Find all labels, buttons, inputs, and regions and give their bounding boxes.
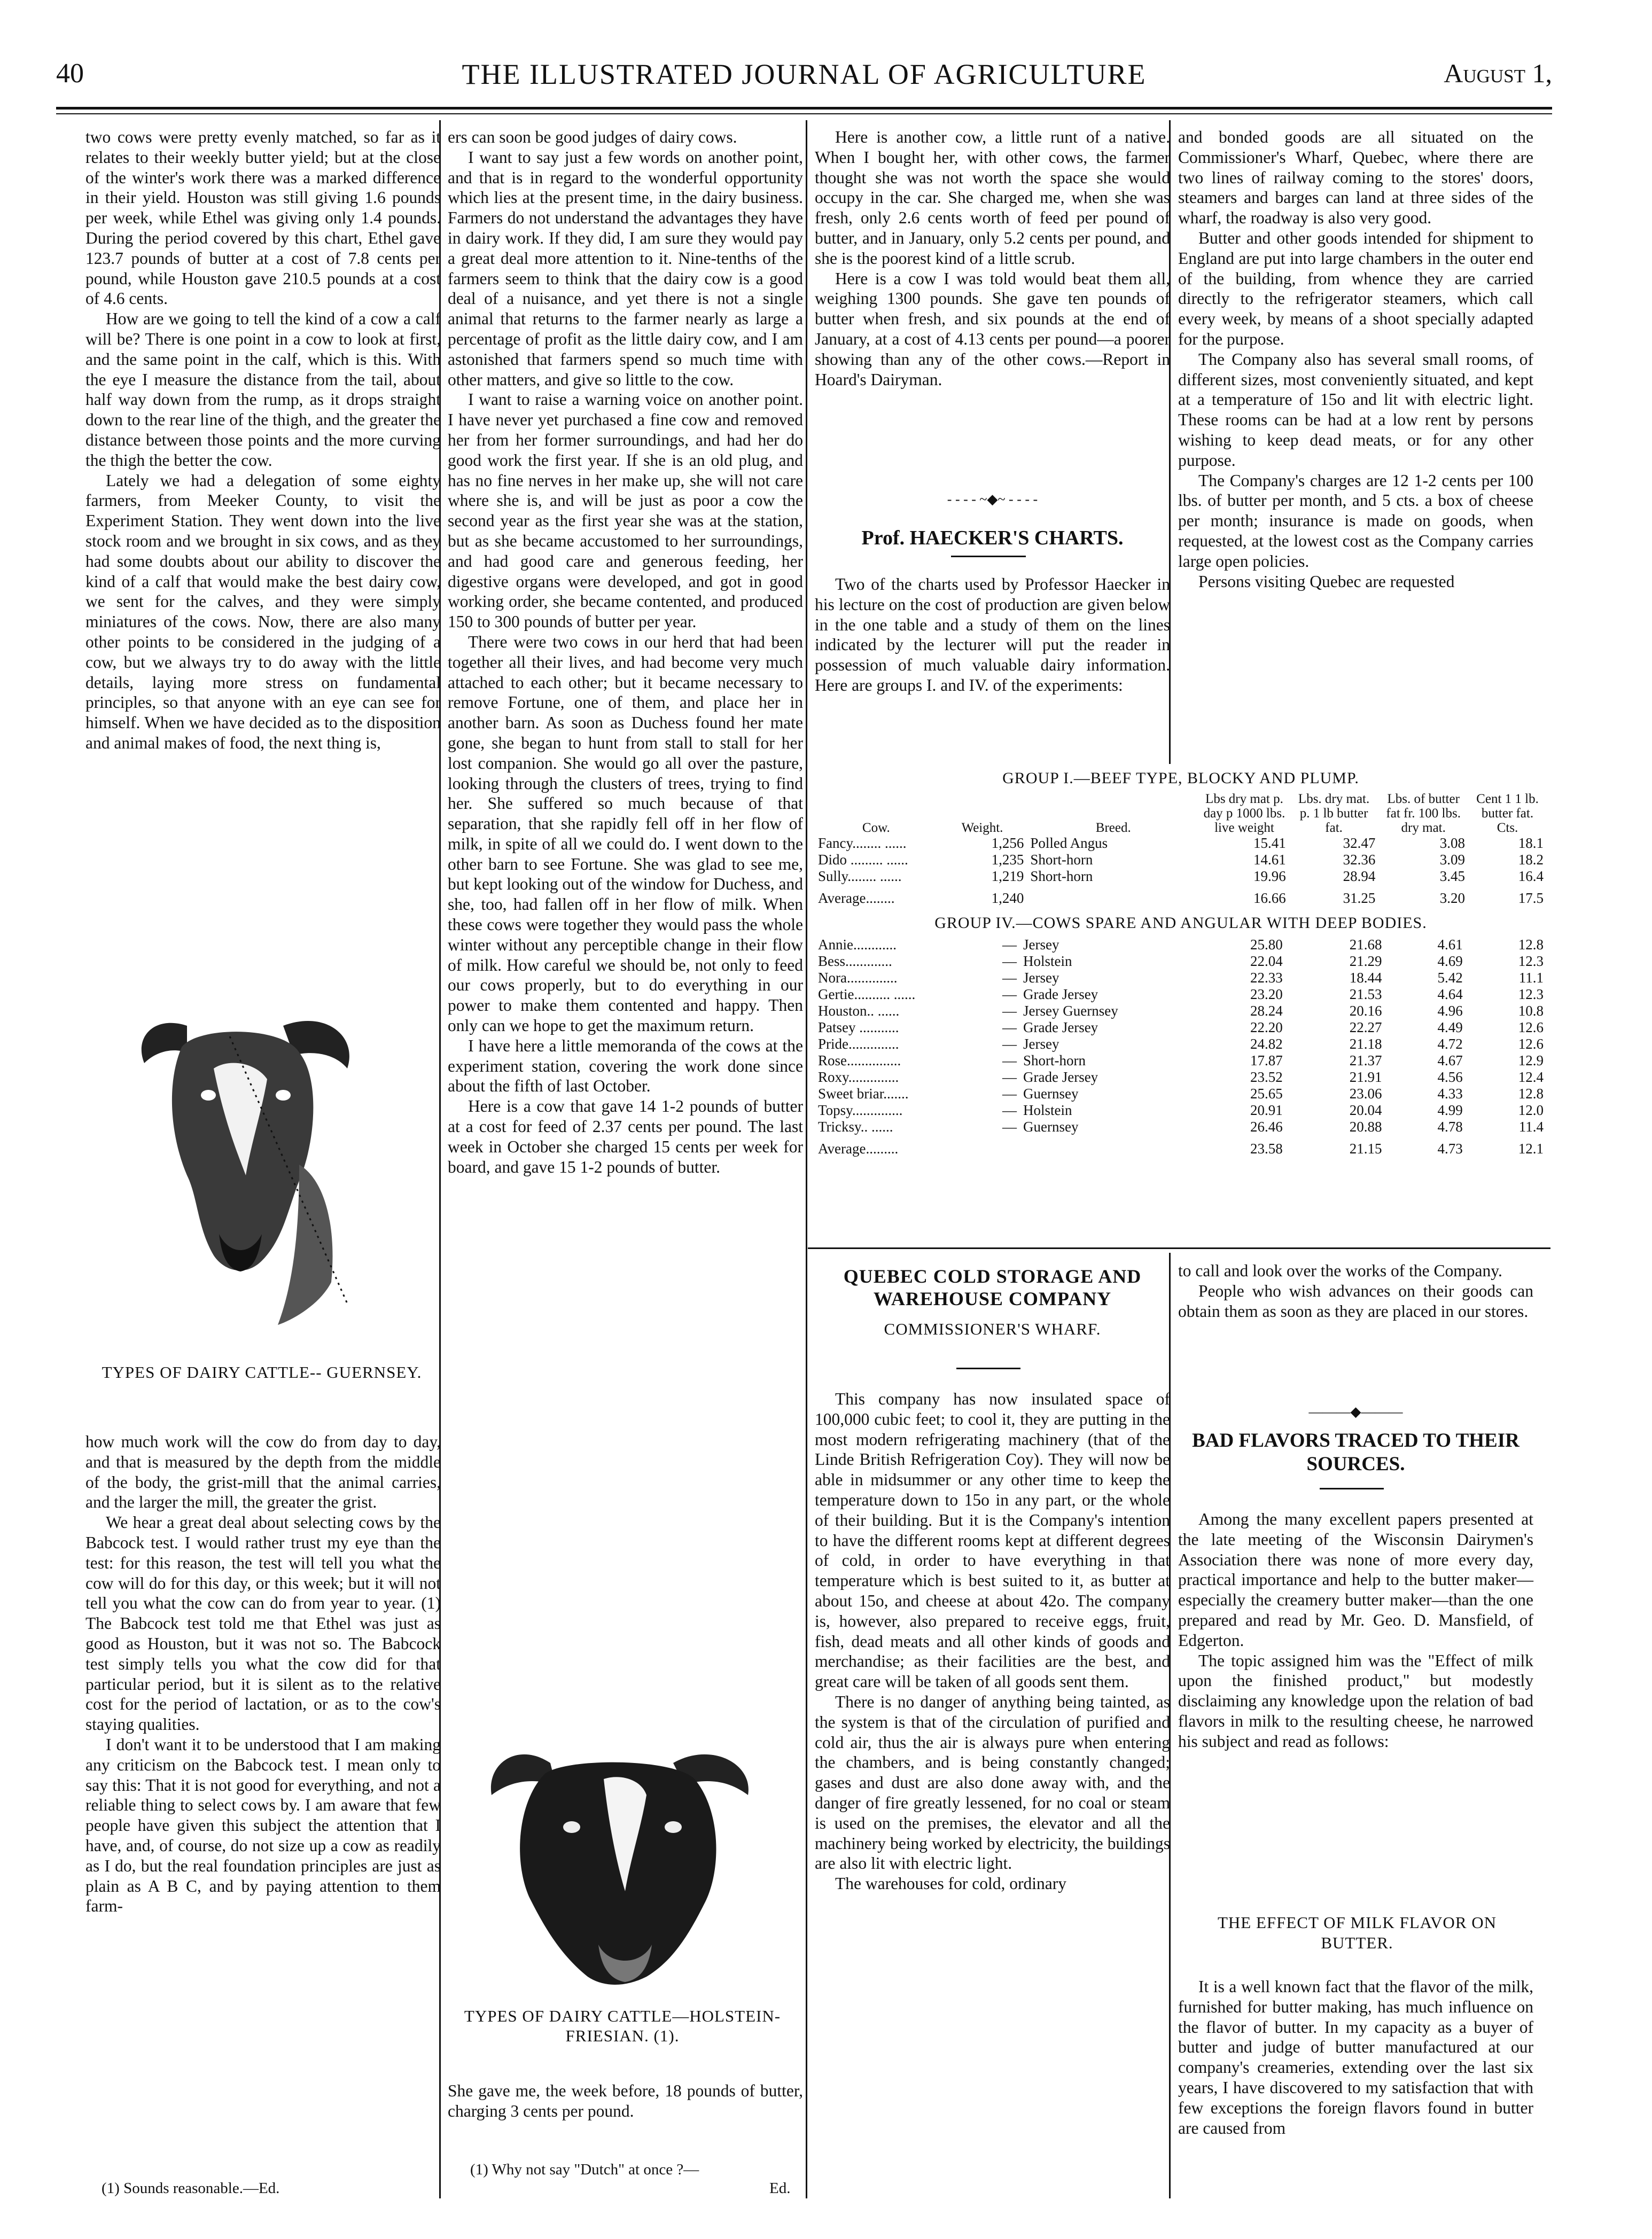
table-cell: 3.45 xyxy=(1439,868,1466,884)
paragraph: two cows were pretty evenly matched, so far as it relates to their weekly butter yield; but at the close of the winter's work there was a marked difference in their yield. Houston was still giving 1.6 pounds per week, while Ethel was giving only 1.4 pounds. During the period covered by this chart, Ethel gave 123.7 pounds of butter at a cost of 7.8 cents per pound, while Houston gave 210.5 pounds at a cost of 4.6 cents. xyxy=(85,128,441,308)
table-header: Cent 1 1 lb. butter fat. Cts. xyxy=(1476,792,1539,835)
table-row xyxy=(815,868,1547,885)
table-cell: — xyxy=(1002,1036,1017,1052)
table-cell: Tricksy.. ...... xyxy=(818,1119,893,1135)
paragraph: Here is a cow that gave 14 1-2 pounds of butter at a cost for feed of 2.37 cents per pound. The last week in October she charged 15 cents per week for board, and gave 15 1-2 pounds of butter. xyxy=(448,1097,803,1176)
table-cell: 18.44 xyxy=(1349,970,1382,986)
table-cell: 12.1 xyxy=(1518,1141,1544,1157)
page-header xyxy=(56,58,1552,100)
quebec-heading: QUEBEC COLD STORAGE AND WAREHOUSE COMPANY xyxy=(843,1266,1142,1309)
table-cell: Polled Angus xyxy=(1030,835,1108,851)
table-cell: 4.61 xyxy=(1437,937,1463,953)
page-number: 40 xyxy=(56,58,84,89)
table-cell: 12.8 xyxy=(1518,1086,1544,1102)
issue-date: August 1, xyxy=(1444,58,1552,88)
table-header: Lbs. of butter fat fr. 100 lbs. dry mat. xyxy=(1386,792,1461,835)
average-row xyxy=(815,1135,1547,1157)
table-row xyxy=(815,970,1547,986)
table-row xyxy=(815,953,1547,970)
table-cell: 3.20 xyxy=(1439,890,1466,906)
group-1-table xyxy=(815,792,1547,907)
table-cell: 22.20 xyxy=(1250,1019,1283,1035)
table-cell: 23.52 xyxy=(1250,1069,1283,1085)
table-cell: 16.4 xyxy=(1518,868,1544,884)
table-row xyxy=(815,835,1547,852)
ornament-divider: ———◆——— xyxy=(1308,1404,1403,1419)
table-cell: — xyxy=(1002,1102,1017,1118)
table-cell: 10.8 xyxy=(1518,1003,1544,1019)
table-cell: 21.91 xyxy=(1349,1069,1382,1085)
table-cell: 12.8 xyxy=(1518,937,1544,953)
table-row xyxy=(815,852,1547,868)
table-cell: — xyxy=(1002,1069,1017,1085)
table-row xyxy=(815,1052,1547,1069)
table-row xyxy=(815,1019,1547,1036)
paragraph: The warehouses for cold, ordinary xyxy=(835,1874,1066,1893)
table-cell: 14.61 xyxy=(1253,852,1286,868)
table-cell: 23.06 xyxy=(1349,1086,1382,1102)
table-cell: — xyxy=(1002,953,1017,969)
column-4-final xyxy=(1178,1977,1533,2138)
table-cell: 28.94 xyxy=(1343,868,1376,884)
table-cell: 11.4 xyxy=(1518,1119,1544,1135)
footnote-signature: Ed. xyxy=(769,2180,791,2197)
paragraph: I don't want it to be understood that I am making any criticism on the Babcock test. I mean only to say this: That it is not good for everything, and not a reliable thing to select cows by. I am aware that few people have given this subject the attention that I have, and, of course, do not size up a cow as readily as I do, but the real foundation principles are just as plain as A B C, and by paying attention to them farm- xyxy=(85,1735,441,1916)
paragraph: and bonded goods are all situated on the Commissioner's Wharf, Quebec, where there are two lines of railway coming to the stores' doors, steamers and barges can land at three sides of the wharf, the roadway is also very good. xyxy=(1178,128,1533,228)
quebec-subheading: COMMISSIONER'S WHARF. xyxy=(884,1320,1101,1338)
table-cell: 4.73 xyxy=(1437,1141,1463,1157)
table-cell xyxy=(1020,1135,1187,1157)
header-rule-thin xyxy=(56,113,1552,114)
paragraph: I want to raise a warning voice on another point. I have never yet purchased a fine cow and removed her from her former surroundings, and had her do good work the first year. If she is an old plug, and has no fine nerves in her make up, she will not care where she is, and will be just as poor a cow the second year as the first year she was at the station, but as she became accustomed to her surroundings, and had good care and generous feeding, her digestive organs were developed, and got in good working order, she became contented, and produced 150 to 300 pounds of butter per year. xyxy=(448,390,803,631)
table-cell: Guernsey xyxy=(1023,1119,1079,1135)
paragraph: The topic assigned him was the "Effect of milk upon the finished product," but modestly disclaiming any knowledge upon the relation of bad flavors in milk to the resulting cheese, he narrowed his subject and read as follows: xyxy=(1178,1651,1533,1751)
table-cell: Jersey xyxy=(1023,970,1059,986)
group-4-table xyxy=(815,937,1547,1157)
table-header: Cow. xyxy=(862,821,890,835)
table-row xyxy=(815,1119,1547,1135)
guernsey-cow-illustration xyxy=(123,1004,369,1336)
group-1-caption: GROUP I.—BEEF TYPE, BLOCKY AND PLUMP. xyxy=(1002,769,1359,787)
table-cell: 12.0 xyxy=(1518,1102,1544,1118)
table-cell: 18.2 xyxy=(1518,852,1544,868)
table-cell: — xyxy=(1002,1119,1017,1135)
table-cell: 17.5 xyxy=(1518,890,1544,906)
table-cell: Nora.............. xyxy=(818,970,898,986)
table-row xyxy=(815,1036,1547,1052)
table-cell: 25.65 xyxy=(1250,1086,1283,1102)
table-header: Weight. xyxy=(961,821,1003,835)
table-cell: 21.68 xyxy=(1349,937,1382,953)
table-cell: 23.58 xyxy=(1250,1141,1283,1157)
table-cell: 19.96 xyxy=(1253,868,1286,884)
table-cell: — xyxy=(1002,1019,1017,1035)
table-cell: 4.56 xyxy=(1437,1069,1463,1085)
guernsey-caption: TYPES OF DAIRY CATTLE-- GUERNSEY. xyxy=(102,1363,422,1382)
table-cell: Short-horn xyxy=(1023,1052,1086,1068)
table-cell: Jersey xyxy=(1023,937,1059,953)
paragraph: We hear a great deal about selecting cows by the Babcock test. I would rather trust my eye than the test: for this reason, the test will tell you what the cow will do for this day, or this week; but it will not tell you what the cow can do from year to year. (1) The Babcock test told me that Ethel was just as good as Houston, but it was not so. The Babcock test simply tells you what the cow did for that particular period, but it is silent as to the relative cost for the period of lactation, or as to the cow's staying qualities. xyxy=(85,1513,441,1734)
table-cell: 21.15 xyxy=(1349,1141,1382,1157)
table-header-row xyxy=(815,792,1547,835)
journal-title: THE ILLUSTRATED JOURNAL OF AGRICULTURE xyxy=(462,58,1147,90)
table-cell: Dido ......... ...... xyxy=(818,852,908,868)
table-cell: Grade Jersey xyxy=(1023,1019,1098,1035)
paragraph: How are we going to tell the kind of a cow a calf will be? There is one point in a cow to look at first, and the same point in the calf, which is this. With the eye I measure the distance from the tail, about half way down from the rump, as it drops straight down to the rear line of the thigh, and the greater the distance between those points and the more curving the thigh the better the cow. xyxy=(85,309,441,470)
table-cell: Topsy.............. xyxy=(818,1102,903,1118)
table-cell: 16.66 xyxy=(1253,890,1286,906)
table-cell: 3.09 xyxy=(1439,852,1466,868)
table-cell: 17.87 xyxy=(1250,1052,1283,1068)
table-cell: 4.96 xyxy=(1437,1003,1463,1019)
table-cell: 32.47 xyxy=(1343,835,1376,851)
table-cell: 1,256 xyxy=(991,835,1024,851)
table-cell: Rose............... xyxy=(818,1052,901,1068)
table-cell: 3.08 xyxy=(1439,835,1466,851)
paragraph: People who wish advances on their goods can obtain them as soon as they are placed in our stores. xyxy=(1178,1281,1533,1321)
average-row xyxy=(815,885,1547,907)
paragraph: how much work will the cow do from day to day, and that is measured by the depth from the middle of the body, the grist-mill that the animal carries, and the larger the mill, the greater the grist. xyxy=(85,1432,441,1512)
table-cell: Roxy.............. xyxy=(818,1069,899,1085)
table-cell: 1,219 xyxy=(991,868,1024,884)
column-divider xyxy=(806,120,807,2198)
table-header: Breed. xyxy=(1095,821,1131,835)
table-cell: 22.04 xyxy=(1250,953,1283,969)
paragraph: There were two cows in our herd that had been together all their lives, and had become very much attached to each other; but it became necessary to remove Fortune, one of them, and place her in another barn. As soon as Duchess found her mate gone, she began to hunt from stall to stall for her lost companion. She would go all over the pasture, looking through the clusters of trees, trying to find her. She suffered so much because of that separation, that she rapidly fell off in her flow of milk, in spite of all we could do. I went down to the other barn to see Fortune. She was glad to see me, but kept looking out of the window for Duchess, and she, too, had fallen off in her flow of milk. When these cows were together they would pass the whole winter without any perceptible change in their flow of milk. How careful we should be, not only to feed our cows properly, but to do everything in our power to make them contented and happy. Then only can we hope to get the maximum return. xyxy=(448,632,803,1035)
table-header: Lbs dry mat p. day p 1000 lbs. live weight xyxy=(1203,792,1285,835)
table-cell: 15.41 xyxy=(1253,835,1286,851)
paragraph: Lately we had a delegation of some eighty farmers, from Meeker County, to visit the Experiment Station. They went down into the live stock room and we brought in six cows, and as they had some doubts about our ability to discover the kind of a calf that would make the best dairy cow, we sent for the calves, and they were simply miniatures of the cows. Now, there are also many other points to be considered in the judging of a cow, but we always try to do away with the little details, laying more stress on fundamental principles, so that anyone with an eye can see for himself. When we have decided as to the disposition and animal makes of food, the next thing is, xyxy=(85,471,441,752)
table-cell: 1,240 xyxy=(991,890,1024,906)
paragraph: Persons visiting Quebec are requested xyxy=(1198,572,1455,591)
table-cell: 12.6 xyxy=(1518,1036,1544,1052)
column-2-bottom xyxy=(448,2081,803,2121)
table-cell xyxy=(1027,885,1199,907)
holstein-caption: TYPES OF DAIRY CATTLE—HOLSTEIN-FRIESIAN. (1). xyxy=(464,2007,781,2045)
table-row xyxy=(815,1069,1547,1086)
column-4-bottom xyxy=(1178,1509,1533,1752)
paragraph: It is a well known fact that the flavor of the milk, furnished for butter making, has much influence on the flavor of butter. In my capacity as a buyer of butter and judge of butter manufactured at our company's creameries, extending over the last six years, I have discovered to my satisfaction that with few exceptions the foreign flavors found in butter are caused from xyxy=(1178,1977,1533,2137)
table-cell: Average......... xyxy=(818,1141,899,1157)
table-cell: Fancy........ ...... xyxy=(818,835,907,851)
table-cell: 4.64 xyxy=(1437,986,1463,1002)
table-row xyxy=(815,1003,1547,1019)
column-3-top xyxy=(815,127,1170,389)
table-cell: 23.20 xyxy=(1250,986,1283,1002)
table-cell: 4.69 xyxy=(1437,953,1463,969)
header-rule xyxy=(56,107,1552,110)
table-cell: Patsey ........... xyxy=(818,1019,899,1035)
table-cell: 32.36 xyxy=(1343,852,1376,868)
paragraph: Among the many excellent papers presented at the late meeting of the Wisconsin Dairymen's Association there was none of more every day, practical importance and help to the butter maker—especially the creamery butter maker—than the one prepared and read by Mr. Geo. D. Mansfield, of Edgerton. xyxy=(1178,1510,1533,1650)
table-cell: — xyxy=(1002,1052,1017,1068)
table-cell: 12.9 xyxy=(1518,1052,1544,1068)
table-cell: 25.80 xyxy=(1250,937,1283,953)
table-cell: Gertie.......... ...... xyxy=(818,986,916,1002)
table-cell: 4.67 xyxy=(1437,1052,1463,1068)
paragraph: Butter and other goods intended for shipment to England are put into large chambers in the outer end of the building, from whence they are carried directly to the refrigerator steamers, which call every week, by means of a shoot specially adapted for the purpose. xyxy=(1178,228,1533,348)
table-cell: 1,235 xyxy=(991,852,1024,868)
footnote: (1) Sounds reasonable.—Ed. xyxy=(102,2180,280,2197)
table-cell: Pride.............. xyxy=(818,1036,899,1052)
table-row xyxy=(815,986,1547,1003)
table-cell: Jersey xyxy=(1023,1036,1059,1052)
table-cell: 21.53 xyxy=(1349,986,1382,1002)
table-cell: 12.4 xyxy=(1518,1069,1544,1085)
paragraph: I want to say just a few words on another point, and that is in regard to the wonderful opportunity which lies at the present time, in the dairy business. Farmers do not understand the advantages they have in dairy work. If they did, I am sure they would pay a great deal more attention to it. Nine-tenths of the farmers seem to think that the dairy cow is a good deal of a nuisance, and yet there is not a single animal that returns to the farmer nearly as large a percentage of profit as the little dairy cow, and I am astonished that farmers spend so much time with other matters, and give so little to the cow. xyxy=(448,147,803,389)
column-1-top xyxy=(85,127,441,753)
paragraph: The Company also has several small rooms, of different sizes, most conveniently situated, and kept at a temperature of 15o and lit with electric light. These rooms can be had at a low rent by persons wishing to keep dead meats, or for any other purpose. xyxy=(1178,349,1533,470)
table-cell: 21.18 xyxy=(1349,1036,1382,1052)
ornament-divider: - - - - ~◆~ - - - - xyxy=(947,492,1038,507)
table-cell: 31.25 xyxy=(1343,890,1376,906)
rule-short xyxy=(1320,1488,1384,1489)
table-cell: 28.24 xyxy=(1250,1003,1283,1019)
table-cell: 4.72 xyxy=(1437,1036,1463,1052)
paragraph: to call and look over the works of the Company. xyxy=(1178,1261,1502,1280)
column-3-bottom xyxy=(815,1389,1170,1894)
table-cell: 20.04 xyxy=(1349,1102,1382,1118)
table-cell: Holstein xyxy=(1023,953,1072,969)
table-row xyxy=(815,937,1547,953)
table-cell: 22.33 xyxy=(1250,970,1283,986)
paragraph: Two of the charts used by Professor Haecker in his lecture on the cost of production are given below in the one table and a study of them on the lines indicated by the lecturer will put the reader in possession of much valuable dairy information. Here are groups I. and IV. of the experiments: xyxy=(815,575,1170,695)
table-cell: 5.42 xyxy=(1437,970,1463,986)
table-cell: Guernsey xyxy=(1023,1086,1079,1102)
table-cell: Holstein xyxy=(1023,1102,1072,1118)
table-cell: 20.16 xyxy=(1349,1003,1382,1019)
table-cell: 4.33 xyxy=(1437,1086,1463,1102)
paragraph: There is no danger of anything being tainted, as the system is that of the circulation of purified and cold air, thus the air is always pure when entering the chambers, and is being constantly changed; gases and dust are also done away with, and the danger of fire greatly lessened, for no coal or steam is used on the premises, the elevator and all the machinery being worked by electricity, the buildings are also lit with electric light. xyxy=(815,1692,1170,1873)
table-cell: 18.1 xyxy=(1518,835,1544,851)
paragraph: Here is a cow I was told would beat them all, weighing 1300 pounds. She gave ten pounds of butter when fresh, and six pounds at the end of January, at a cost of 4.13 cents per pound—a poorer showing than any of the other cows.—Report in Hoard's Dairyman. xyxy=(815,269,1170,389)
table-cell: 4.99 xyxy=(1437,1102,1463,1118)
table-cell: Sweet briar....... xyxy=(818,1086,909,1102)
table-cell: 11.1 xyxy=(1518,970,1544,986)
paragraph: She gave me, the week before, 18 pounds of butter, charging 3 cents per pound. xyxy=(448,2081,803,2120)
table-cell: 4.49 xyxy=(1437,1019,1463,1035)
column-1-bottom xyxy=(85,1432,441,1916)
table-cell: Jersey Guernsey xyxy=(1023,1003,1118,1019)
paragraph: The Company's charges are 12 1-2 cents per 100 lbs. of butter per month, and 5 cts. a box of cheese per month; insurance is made on goods, when requested, at the lowest cost as the Company carries large open policies. xyxy=(1178,471,1533,571)
table-bottom-rule xyxy=(808,1247,1550,1249)
table-cell: Houston.. ...... xyxy=(818,1003,900,1019)
table-cell: 21.29 xyxy=(1349,953,1382,969)
column-4-continued xyxy=(1178,1261,1533,1321)
table-cell: — xyxy=(1002,970,1017,986)
bad-flavors-heading: BAD FLAVORS TRACED TO THEIR SOURCES. xyxy=(1192,1430,1519,1475)
table-cell: 12.3 xyxy=(1518,953,1544,969)
column-4-top xyxy=(1178,127,1533,591)
column-2-top xyxy=(448,127,803,1177)
group-4-caption: GROUP IV.—COWS SPARE AND ANGULAR WITH DEEP BODIES. xyxy=(934,914,1427,932)
footnote: (1) Why not say "Dutch" at once ?— xyxy=(470,2161,699,2178)
paragraph: ers can soon be good judges of dairy cows. xyxy=(448,128,737,146)
table-row xyxy=(815,1102,1547,1119)
paragraph: Here is another cow, a little runt of a native. When I bought her, with other cows, the farmer thought she was not worth the space she would occupy in the car. She charged me, when she was fresh, only 2.6 cents worth of feed per pound of butter, and in January, only 5.2 cents per pound, and she is the poorest kind of a little scrub. xyxy=(815,128,1170,268)
table-cell: Annie............ xyxy=(818,937,897,953)
table-cell: 20.88 xyxy=(1349,1119,1382,1135)
haecker-heading: Prof. HAECKER'S CHARTS. xyxy=(861,527,1124,549)
table-cell: 12.3 xyxy=(1518,986,1544,1002)
holstein-cow-illustration xyxy=(470,1742,769,1987)
paragraph: I have here a little memoranda of the cows at the experiment station, covering the work done since about the fifth of last October. xyxy=(448,1036,803,1096)
rule-short xyxy=(956,1368,1020,1369)
table-cell: 20.91 xyxy=(1250,1102,1283,1118)
effect-heading: THE EFFECT OF MILK FLAVOR ON BUTTER. xyxy=(1217,1913,1497,1952)
table-cell: Bess............. xyxy=(818,953,892,969)
table-cell: 26.46 xyxy=(1250,1119,1283,1135)
table-cell: 21.37 xyxy=(1349,1052,1382,1068)
column-3-intro xyxy=(815,574,1170,696)
table-cell: 22.27 xyxy=(1349,1019,1382,1035)
table-cell: 12.6 xyxy=(1518,1019,1544,1035)
paragraph: This company has now insulated space of 100,000 cubic feet; to cool it, they are putting in the most modern refrigerating machinery (that of the Linde British Refrigeration Coy). They will now be able in midsummer or any other time to keep the temperature down to 15o in any part, or the whole of their building. But it is the Company's intention to have the different rooms kept at different degrees of cold, in order to have everything in that temperature which is best suited to it, as butter at about 15o, and cheese at about 42o. The company is, however, also prepared to receive eggs, fruit, fish, dead meats and all other kinds of goods and merchandise; as their facilities are the best, and great care will be taken of all goods sent them. xyxy=(815,1390,1170,1691)
table-row xyxy=(815,1086,1547,1102)
table-cell: — xyxy=(1002,986,1017,1002)
rule-short xyxy=(951,556,1026,557)
table-cell: Sully........ ...... xyxy=(818,868,902,884)
table-cell: Short-horn xyxy=(1030,852,1093,868)
haecker-table xyxy=(815,769,1547,1157)
table-cell: 24.82 xyxy=(1250,1036,1283,1052)
table-cell: Grade Jersey xyxy=(1023,986,1098,1002)
table-cell: — xyxy=(1002,1003,1017,1019)
table-header: Lbs. dry mat. p. 1 lb butter fat. xyxy=(1298,792,1370,835)
table-cell: Grade Jersey xyxy=(1023,1069,1098,1085)
table-cell: — xyxy=(1002,937,1017,953)
table-cell: 4.78 xyxy=(1437,1119,1463,1135)
table-cell: Average........ xyxy=(818,890,895,906)
table-cell xyxy=(933,1135,1020,1157)
table-cell: — xyxy=(1002,1086,1017,1102)
table-cell: Short-horn xyxy=(1030,868,1093,884)
